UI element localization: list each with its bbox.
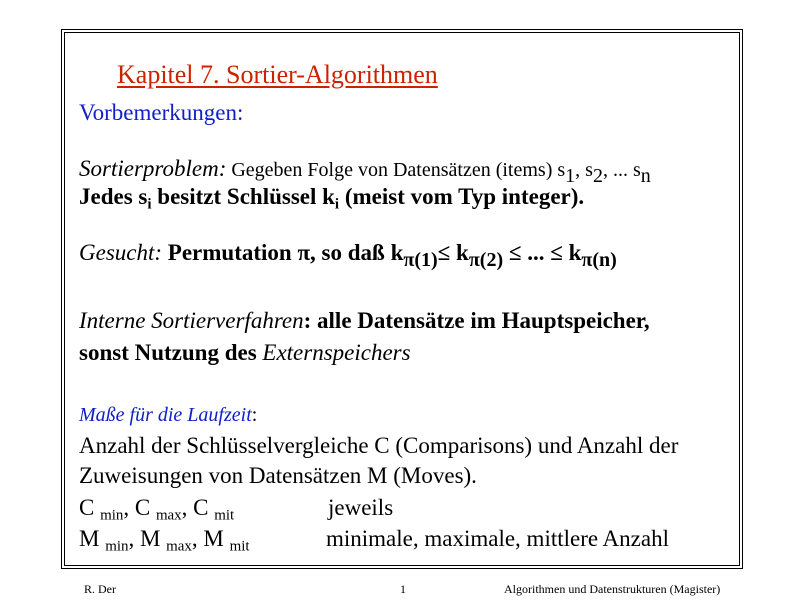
footer-course: Algorithmen und Datenstrukturen (Magister) (504, 582, 721, 596)
si-subscript: i (147, 196, 152, 213)
footer-author: R. Der (84, 582, 116, 596)
searched-le2: ≤ ... ≤ k (503, 240, 582, 265)
internal-line (79, 308, 650, 334)
m-max-sub: max (166, 538, 192, 555)
searched-line (79, 240, 617, 271)
s2-subscript: 2 (592, 165, 603, 187)
footer-page-number: 1 (400, 582, 406, 596)
s1-subscript: 1 (565, 165, 576, 187)
measures-line-1: Anzahl der Schlüsselvergleiche C (Comparisons) und Anzahl der (79, 433, 679, 458)
m-row (79, 526, 250, 555)
searched-le1: ≤ k (437, 240, 469, 265)
searched-label: Gesucht: (79, 240, 163, 265)
c-symbol-3: , C (181, 495, 209, 520)
c-row-desc: jeweils (328, 495, 394, 520)
m-symbol-2: , M (128, 526, 161, 551)
internal-line-2 (79, 340, 411, 366)
c-mit-sub: mit (214, 507, 235, 524)
m-mit-sub: mit (229, 538, 250, 555)
measures-label: Maße für die Laufzeit (79, 404, 252, 426)
searched-text: Permutation π, so daß k (162, 240, 404, 265)
internal-label: Interne Sortierverfahren (79, 308, 304, 333)
measures-line-2: Zuweisungen von Datensätzen M (Moves). (79, 463, 477, 488)
c-min-sub: min (100, 507, 124, 524)
measures-heading (79, 404, 257, 427)
sn-subscript: n (640, 165, 651, 187)
m-min-sub: min (105, 538, 129, 555)
keys-line (79, 184, 585, 213)
m-symbol: M (79, 526, 100, 551)
c-symbol: C (79, 495, 95, 520)
internal-text: : alle Datensätze im Hauptspeicher, (303, 308, 650, 333)
sorting-problem-label: Sortierproblem: (79, 156, 227, 181)
pi2-subscript: π(2) (468, 249, 504, 271)
pi1-subscript: π(1) (403, 249, 438, 271)
pin-subscript: π(n) (581, 249, 617, 271)
sorting-problem-sep1: , s (575, 159, 593, 181)
c-row (79, 495, 235, 524)
internal-line2-pre: sonst Nutzung des (79, 340, 263, 365)
keys-post: (meist vom Typ integer). (339, 184, 585, 209)
m-row-desc: minimale, maximale, mittlere Anzahl (326, 526, 669, 551)
measures-colon: : (251, 404, 258, 426)
internal-line2-italic: Externspeichers (262, 340, 411, 365)
sorting-problem-sep2: , ... s (602, 159, 641, 181)
keys-pre: Jedes s (79, 184, 148, 209)
m-symbol-3: , M (191, 526, 224, 551)
c-symbol-2: , C (123, 495, 151, 520)
keys-mid: besitzt Schlüssel k (151, 184, 335, 209)
ki-subscript: i (334, 196, 340, 213)
slide-title: Kapitel 7. Sortier-Algorithmen (117, 60, 438, 89)
sorting-problem-line (79, 156, 651, 187)
c-max-sub: max (155, 507, 182, 524)
section-heading: Vorbemerkungen: (79, 100, 244, 125)
sorting-problem-text: Gegeben Folge von Datensätzen (items) s (226, 159, 566, 181)
